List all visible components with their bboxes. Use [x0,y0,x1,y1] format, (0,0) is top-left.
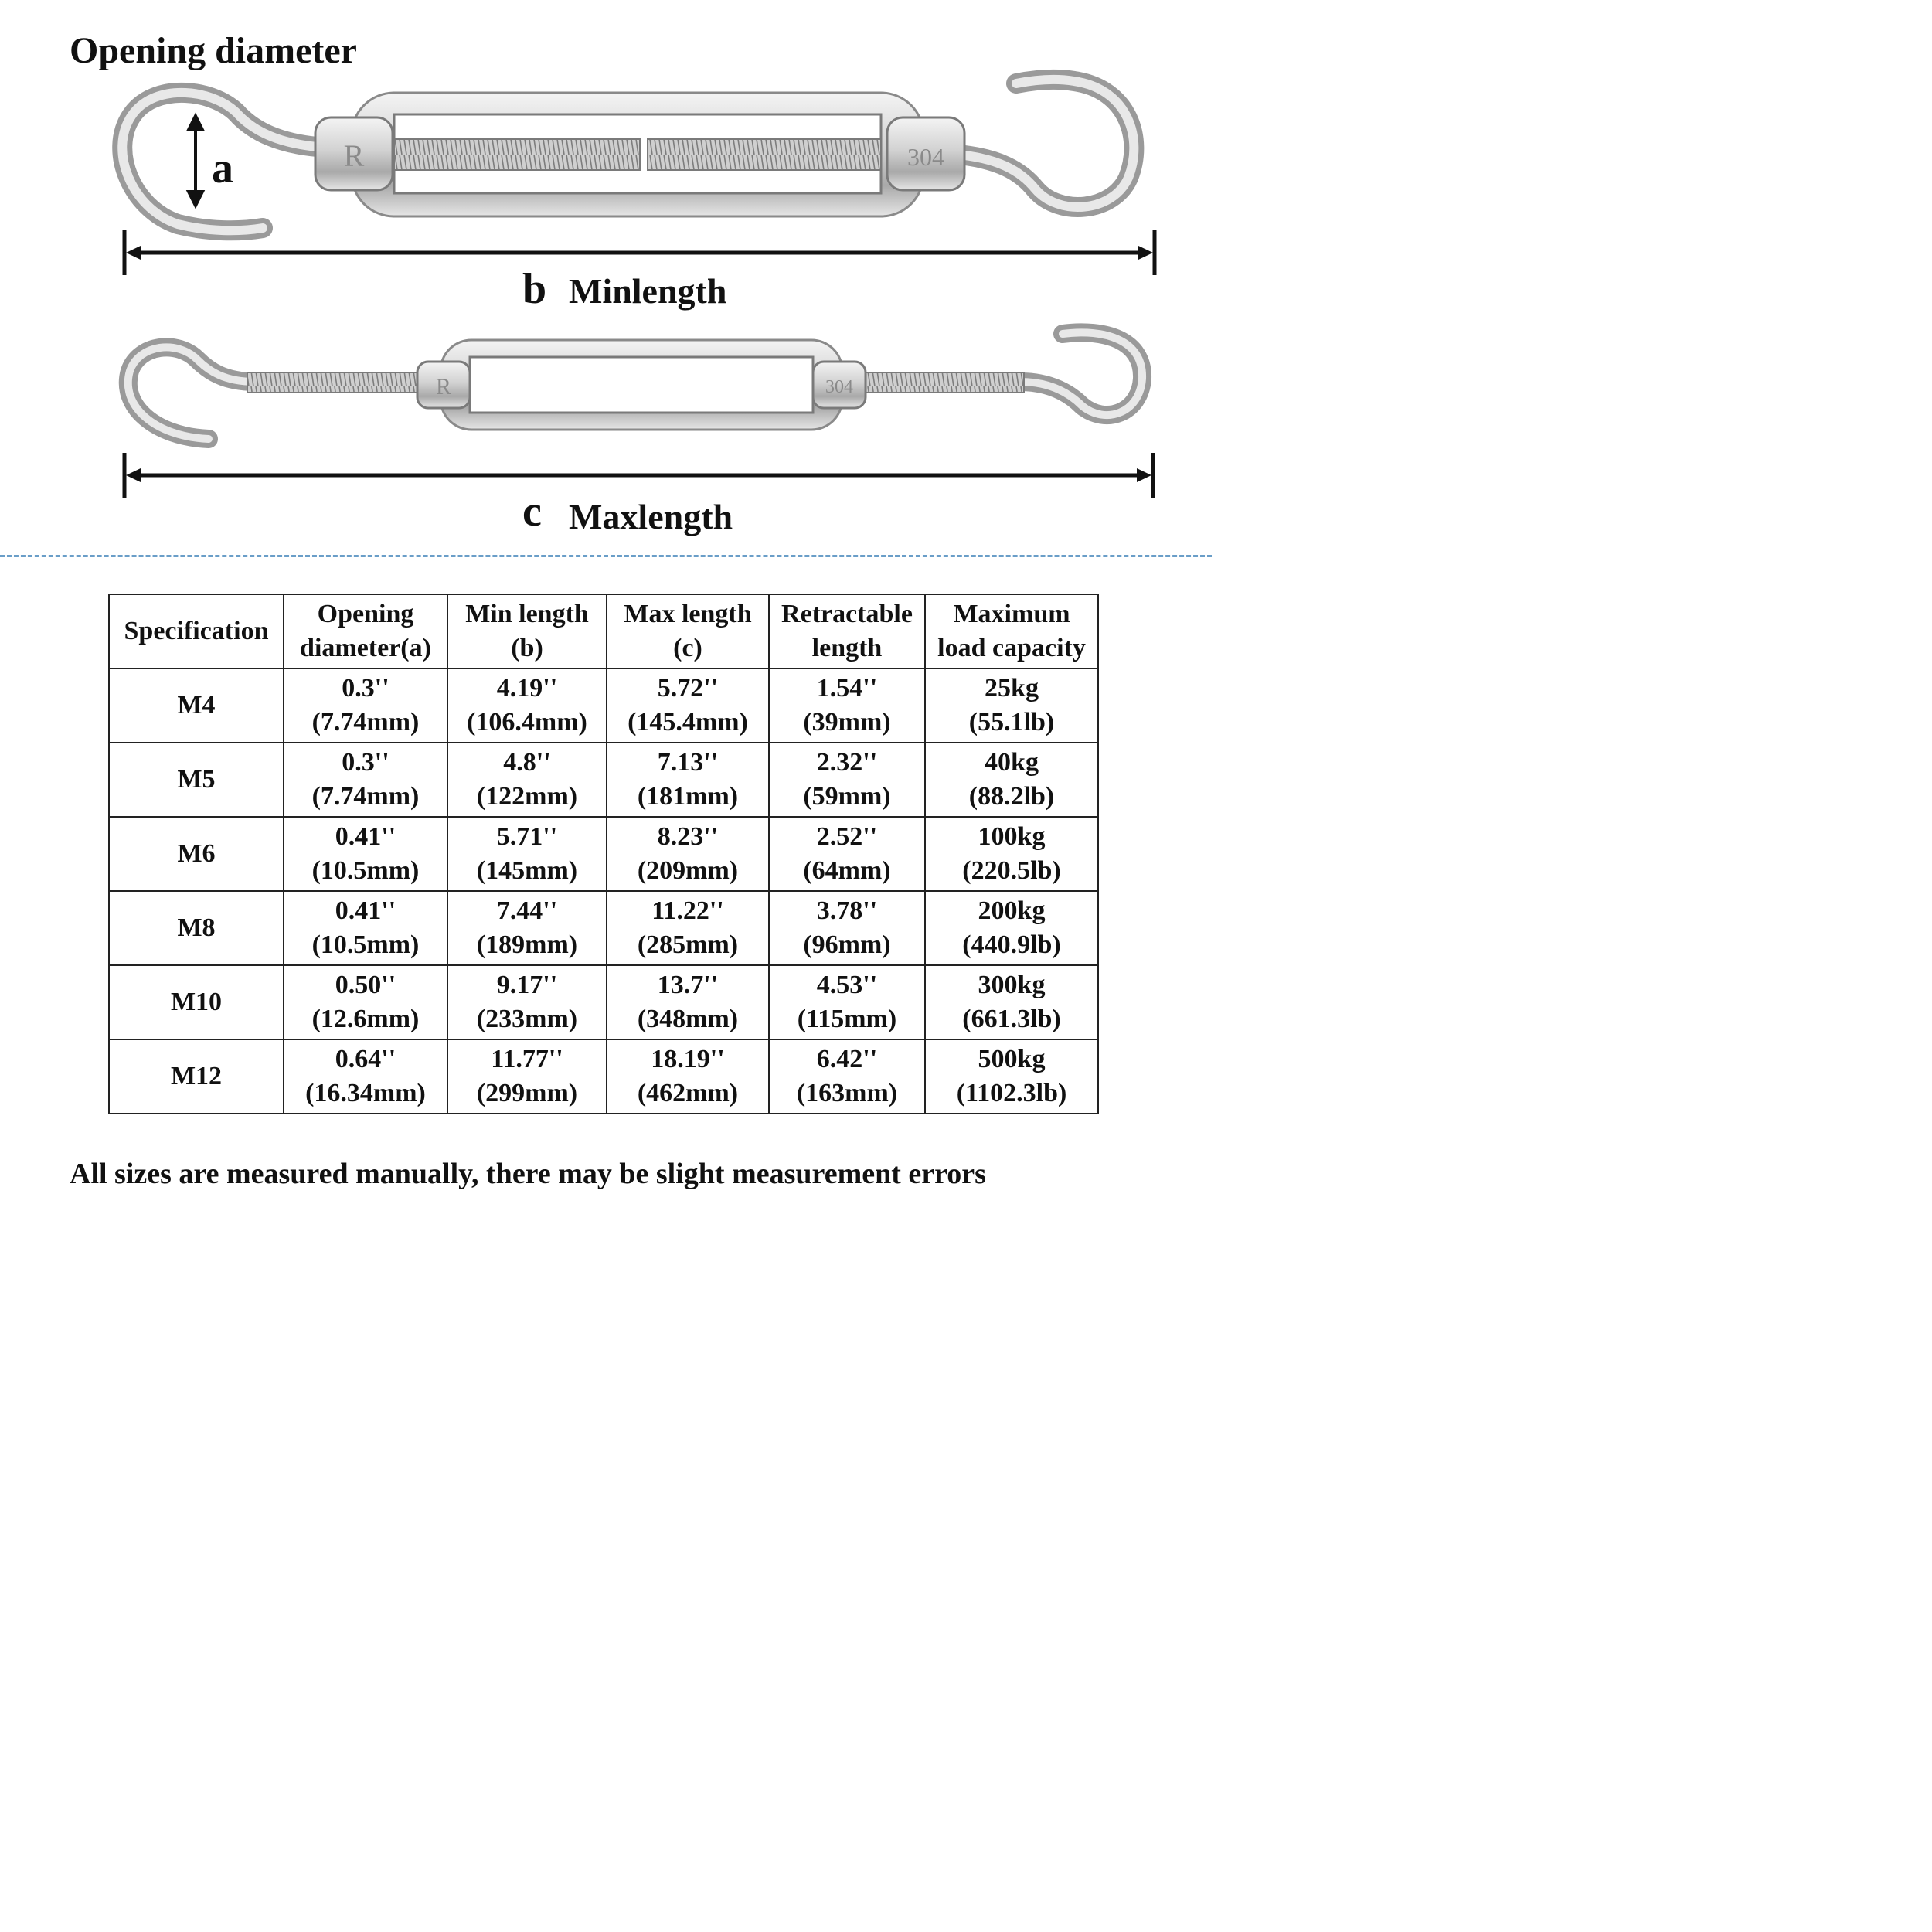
cell-min-length: 5.71'' (145mm) [447,817,607,891]
dimension-c-label: Maxlength [569,497,733,536]
cell-retractable: 2.32'' (59mm) [769,743,925,817]
cell-opening: 0.64'' (16.34mm) [284,1039,447,1114]
cell-retractable: 1.54'' (39mm) [769,668,925,743]
cell-min-length: 11.77'' (299mm) [447,1039,607,1114]
turnbuckle-min [122,80,1134,230]
cell-load: 500kg (1102.3lb) [925,1039,1098,1114]
cell-spec: M6 [109,817,284,891]
table-row [109,817,1098,891]
cell-spec: M8 [109,891,284,965]
section-divider [0,555,1212,557]
cell-spec: M4 [109,668,284,743]
cell-max-length: 11.22'' (285mm) [607,891,769,965]
measurement-footnote: All sizes are measured manually, there may be slight measurement errors [70,1158,986,1190]
cell-retractable: 3.78'' (96mm) [769,891,925,965]
cell-opening: 0.41'' (10.5mm) [284,891,447,965]
header-retractable-length: Retractable length [769,594,925,668]
dimension-c-letter: c [522,488,542,536]
cell-spec: M5 [109,743,284,817]
diagram-title: Opening diameter [70,30,357,71]
left-body-mark: R [435,374,452,400]
spec-table [108,594,1099,1114]
right-body-mark: 304 [907,143,944,171]
cell-load: 300kg (661.3lb) [925,965,1098,1039]
turnbuckle-max [128,332,1142,439]
left-thread [247,372,421,393]
dimension-a-arrow [189,116,202,206]
cell-max-length: 5.72'' (145.4mm) [607,668,769,743]
right-body-mark: 304 [825,377,853,397]
cell-min-length: 4.19'' (106.4mm) [447,668,607,743]
cell-opening: 0.41'' (10.5mm) [284,817,447,891]
cell-max-length: 8.23'' (209mm) [607,817,769,891]
header-max-length: Max length (c) [607,594,769,668]
cell-load: 200kg (440.9lb) [925,891,1098,965]
table-row [109,668,1098,743]
cell-load: 100kg (220.5lb) [925,817,1098,891]
cell-retractable: 4.53'' (115mm) [769,965,925,1039]
dimension-c-line [124,453,1153,498]
cell-opening: 0.3'' (7.74mm) [284,668,447,743]
cell-spec: M10 [109,965,284,1039]
dimension-a-label: a [212,145,233,192]
cell-min-length: 4.8'' (122mm) [447,743,607,817]
cell-load: 40kg (88.2lb) [925,743,1098,817]
left-thread [394,139,640,170]
table-row [109,965,1098,1039]
right-thread [648,139,881,170]
cell-min-length: 7.44'' (189mm) [447,891,607,965]
cell-opening: 0.3'' (7.74mm) [284,743,447,817]
header-min-length: Min length (b) [447,594,607,668]
header-specification: Specification [109,594,284,668]
cell-max-length: 18.19'' (462mm) [607,1039,769,1114]
left-hook [128,347,255,439]
cell-retractable: 6.42'' (163mm) [769,1039,925,1114]
cell-min-length: 9.17'' (233mm) [447,965,607,1039]
right-thread [858,372,1024,393]
dimension-b-label: Minlength [569,271,727,311]
dimension-b-line [124,230,1155,275]
table-row [109,743,1098,817]
cell-opening: 0.50'' (12.6mm) [284,965,447,1039]
table-row [109,1039,1098,1114]
header-opening-diameter: Opening diameter(a) [284,594,447,668]
cell-spec: M12 [109,1039,284,1114]
header-maximum-load: Maximum load capacity [925,594,1098,668]
cell-max-length: 13.7'' (348mm) [607,965,769,1039]
table-header-row [109,594,1098,668]
cell-retractable: 2.52'' (64mm) [769,817,925,891]
table-row [109,891,1098,965]
left-body-mark: R [343,138,365,173]
cell-load: 25kg (55.1lb) [925,668,1098,743]
dimension-b-letter: b [522,265,547,313]
cell-max-length: 7.13'' (181mm) [607,743,769,817]
